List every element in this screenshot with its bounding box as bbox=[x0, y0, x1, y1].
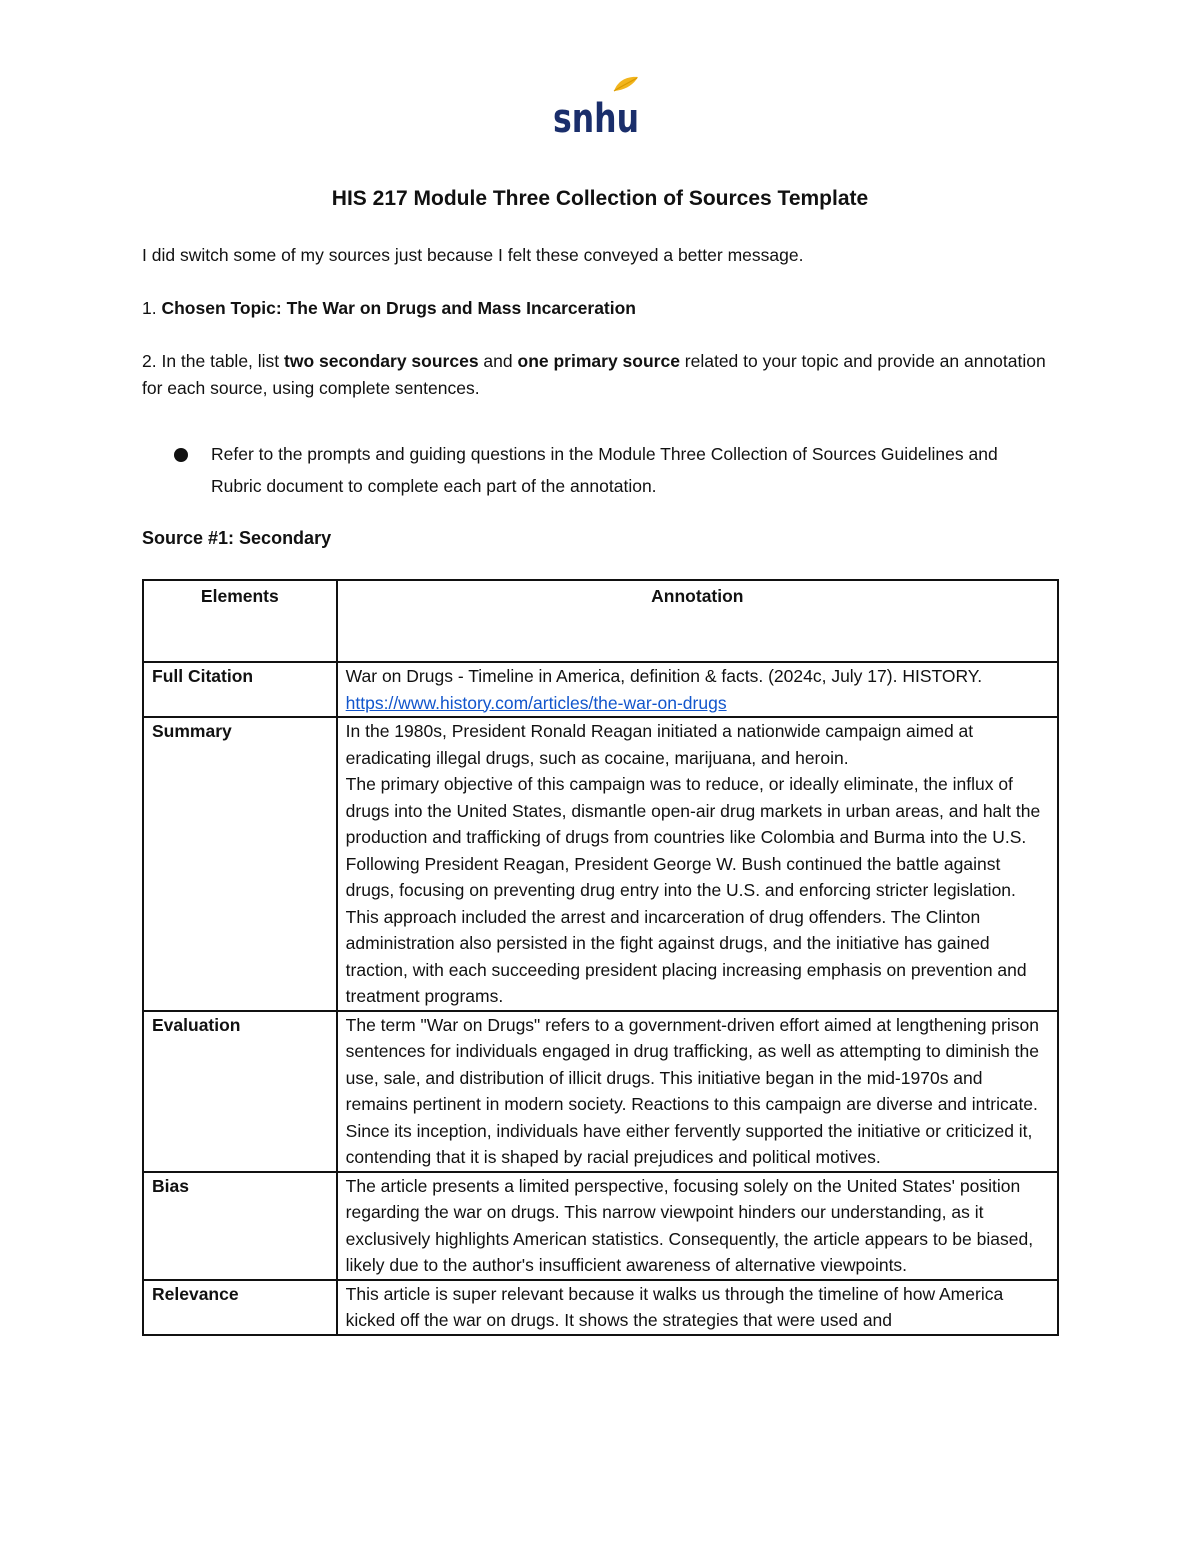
intro-note: I did switch some of my sources just because I felt these conveyed a better message. bbox=[142, 245, 804, 265]
instruction-mid: and bbox=[478, 351, 518, 371]
table-header-row bbox=[143, 580, 1058, 662]
annotation-full-citation bbox=[337, 662, 1058, 717]
sources-table bbox=[142, 579, 1059, 1336]
instruction-prefix: 2. In the table, list bbox=[142, 351, 285, 371]
table-row bbox=[143, 717, 1058, 1011]
element-full-citation: Full Citation bbox=[143, 662, 337, 717]
logo-text: snhu bbox=[553, 96, 639, 142]
instruction-bold-secondary: two secondary sources bbox=[284, 351, 479, 371]
summary-paragraph-1: In the 1980s, President Ronald Reagan initiated a nationwide campaign aimed at eradicating illegal drugs, such as cocaine, marijuana, and heroin. bbox=[345, 721, 974, 768]
header-elements: Elements bbox=[143, 580, 337, 662]
annotation-relevance: This article is super relevant because it walks us through the timeline of how America kicked off the war on drugs. It shows the strategies that were used and bbox=[337, 1280, 1058, 1335]
citation-text: War on Drugs - Timeline in America, definition & facts. (2024c, July 17). HISTORY. bbox=[345, 666, 983, 686]
element-bias: Bias bbox=[143, 1172, 337, 1280]
table-row bbox=[143, 1172, 1058, 1280]
annotation-bias: The article presents a limited perspective, focusing solely on the United States' position regarding the war on drugs. This narrow viewpoint hinders our understanding, as it exclusively highlights American statistics. Consequently, the article appears to be biased, likely due to the author's insufficient awareness of alternative viewpoints. bbox=[337, 1172, 1058, 1280]
annotation-summary bbox=[337, 717, 1058, 1011]
element-summary: Summary bbox=[143, 717, 337, 1011]
summary-paragraph-2: The primary objective of this campaign was to reduce, or ideally eliminate, the influx of drugs into the United States, dismantle open-air drug markets in urban areas, and halt the production and trafficking of drugs from countries like Colombia and Burma into the U.S. Following President Reagan, President George W. Bush continued the battle against drugs, focusing on preventing drug entry into the U.S. and enforcing stricter legislation. This approach included the arrest and incarceration of drug offenders. The Clinton administration also persisted in the fight against drugs, and the initiative has gained traction, with each succeeding president placing increasing emphasis on prevention and treatment programs. bbox=[345, 774, 1041, 1006]
logo-graphic bbox=[552, 74, 644, 142]
table-row bbox=[143, 1011, 1058, 1172]
citation-link[interactable]: https://www.history.com/articles/the-war-on-drugs bbox=[345, 692, 727, 713]
document-title: HIS 217 Module Three Collection of Sources Template bbox=[331, 187, 869, 210]
source-heading: Source #1: Secondary bbox=[142, 528, 332, 548]
chosen-topic bbox=[142, 295, 1062, 322]
snhu-logo bbox=[552, 74, 644, 142]
topic-label: Chosen Topic: The War on Drugs and Mass Incarceration bbox=[161, 298, 637, 318]
topic-number: 1. bbox=[142, 298, 157, 318]
header-annotation: Annotation bbox=[337, 580, 1058, 662]
guideline-bullet bbox=[174, 438, 1034, 502]
element-relevance: Relevance bbox=[143, 1280, 337, 1335]
table-row bbox=[143, 1280, 1058, 1335]
bullet-dot-icon bbox=[174, 448, 188, 462]
bullet-text: Refer to the prompts and guiding questions in the Module Three Collection of Sources Guidelines and Rubric document to complete each part of the annotation. bbox=[211, 444, 998, 496]
instruction-suffix: related to your topic and provide an annotation for each source, using complete sentences. bbox=[142, 351, 1046, 398]
instruction-bold-primary: one primary source bbox=[517, 351, 680, 371]
table-row bbox=[143, 662, 1058, 717]
annotation-evaluation: The term "War on Drugs" refers to a government-driven effort aimed at lengthening prison sentences for individuals engaged in drug trafficking, as well as attempting to diminish the use, sale, and distribution of illicit drugs. This initiative began in the mid-1970s and remains pertinent in modern society. Reactions to this campaign are diverse and intricate. Since its inception, individuals have either fervently supported the initiative or criticized it, contending that it is shaped by racial prejudices and political motives. bbox=[337, 1011, 1058, 1172]
element-evaluation: Evaluation bbox=[143, 1011, 337, 1172]
instruction-paragraph bbox=[142, 348, 1062, 402]
